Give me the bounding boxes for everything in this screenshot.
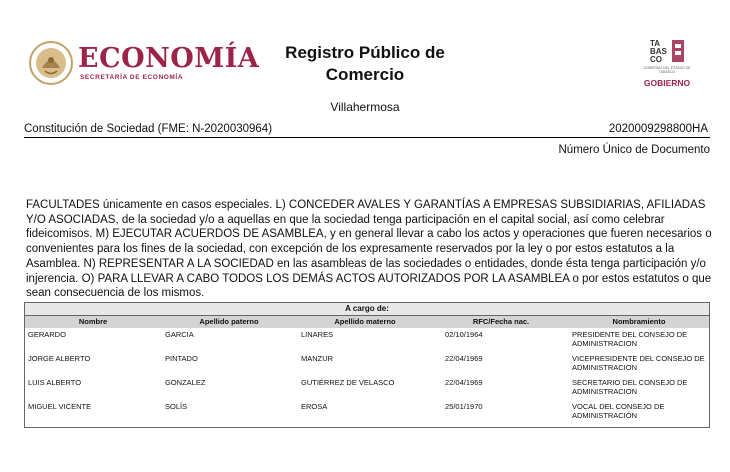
cell-apellido-paterno: SOLÍS xyxy=(165,402,188,411)
header-apellido-materno: Apellido materno xyxy=(297,316,433,328)
header-nombramiento: Nombramiento xyxy=(569,316,709,328)
table-caption: A cargo de: xyxy=(25,303,709,316)
cell-apellido-paterno: GARCIA xyxy=(165,330,194,339)
table-row xyxy=(25,352,709,376)
title-line-2: Comercio xyxy=(325,65,405,84)
faculties-paragraph: FACULTADES únicamente en casos especiales. L) CONCEDER AVALES Y GARANTÍAS A EMPRESAS SUBSIDIARIAS, AFILIADAS Y/O ASOCIADAS, de la sociedad y/o a aquellas en que la sociedad tenga participación en el capital social, así como celebrar fideicomisos. M) EJECUTAR ACUERDOS DE ASAMBLEA, y en general llevar a cabo los actos y operaciones que fueren necesarios o convenientes para los fines de la sociedad, con excepción de los expresamente reservados por la ley o por estos estatutos a la Asamblea. N) REPRESENTAR A LA SOCIEDAD en las asambleas de las sociedades o entidades, donde ésta tenga participación y/o injerencia. O) PARA LLEVAR A CABO TODOS LOS DEMÁS ACTOS AUTORIZADOS POR LA ASAMBLEA o por estos estatutos o que sean consecuencia de los mismos. xyxy=(26,199,712,300)
cell-nombramiento: SECRETARIO DEL CONSEJO DE ADMINISTRACION xyxy=(572,378,688,396)
cell-nombre: LUIS ALBERTO xyxy=(28,378,82,387)
cell-apellido-materno: EROSA xyxy=(301,402,328,411)
table-row xyxy=(25,400,709,424)
header-rfc: RFC/Fecha nac. xyxy=(433,316,569,328)
tabasco-government-label: GOBIERNO xyxy=(643,78,691,88)
officers-table-container xyxy=(24,302,710,428)
cell-apellido-materno: GUTIÉRREZ DE VELASCO xyxy=(301,378,395,387)
tabasco-line-3: CO xyxy=(650,55,662,64)
header-nombre: Nombre xyxy=(25,316,161,328)
cell-apellido-paterno: PINTADO xyxy=(165,354,198,363)
economia-subtitle: SECRETARÍA DE ECONOMÍA xyxy=(80,74,184,81)
cell-apellido-paterno: GONZALEZ xyxy=(165,378,206,387)
mexico-seal-icon xyxy=(28,40,74,86)
document-info-row xyxy=(24,122,710,138)
cell-nombre: JORGE ALBERTO xyxy=(28,354,91,363)
tabasco-emblem-icon xyxy=(650,38,686,64)
cell-nombramiento: VOCAL DEL CONSEJO DE ADMINISTRACIÓN xyxy=(572,402,665,420)
cell-rfc: 22/04/1969 xyxy=(445,354,483,363)
cell-nombramiento: VICEPRESIDENTE DEL CONSEJO DE ADMINISTRACION xyxy=(572,354,705,372)
document-header xyxy=(0,0,730,125)
cell-rfc: 02/10/1964 xyxy=(445,330,483,339)
header-apellido-paterno: Apellido paterno xyxy=(161,316,297,328)
tabasco-line-2: BAS xyxy=(650,47,667,56)
economia-wordmark: ECONOMÍA xyxy=(78,43,260,74)
constitution-label: Constitución de Sociedad (FME: N-2020030964) xyxy=(24,123,273,135)
unique-document-label: Número Único de Documento xyxy=(558,144,710,156)
tabasco-tagline: GOBIERNO DEL ESTADO DE TABASCO xyxy=(643,66,691,74)
table-row xyxy=(25,376,709,400)
table-row xyxy=(25,328,709,352)
tabasco-logo xyxy=(638,36,696,98)
tabasco-line-1: TA xyxy=(650,39,661,48)
cell-nombre: MIGUEL VICENTE xyxy=(28,402,92,411)
page-title xyxy=(250,42,480,86)
title-line-1: Registro Público de xyxy=(285,43,445,62)
cell-rfc: 22/04/1969 xyxy=(445,378,483,387)
cell-nombramiento: PRESIDENTE DEL CONSEJO DE ADMINISTRACION xyxy=(572,330,688,348)
cell-apellido-materno: MANZUR xyxy=(301,354,334,363)
cell-rfc: 25/01/1970 xyxy=(445,402,483,411)
office-location: Villahermosa xyxy=(330,100,400,114)
officers-table xyxy=(25,316,709,424)
unique-document-number: 2020009298800HA xyxy=(608,123,708,135)
cell-apellido-materno: LINARES xyxy=(301,330,334,339)
economia-logo xyxy=(28,40,260,86)
cell-nombre: GERARDO xyxy=(28,330,66,339)
table-header-row xyxy=(25,316,709,328)
